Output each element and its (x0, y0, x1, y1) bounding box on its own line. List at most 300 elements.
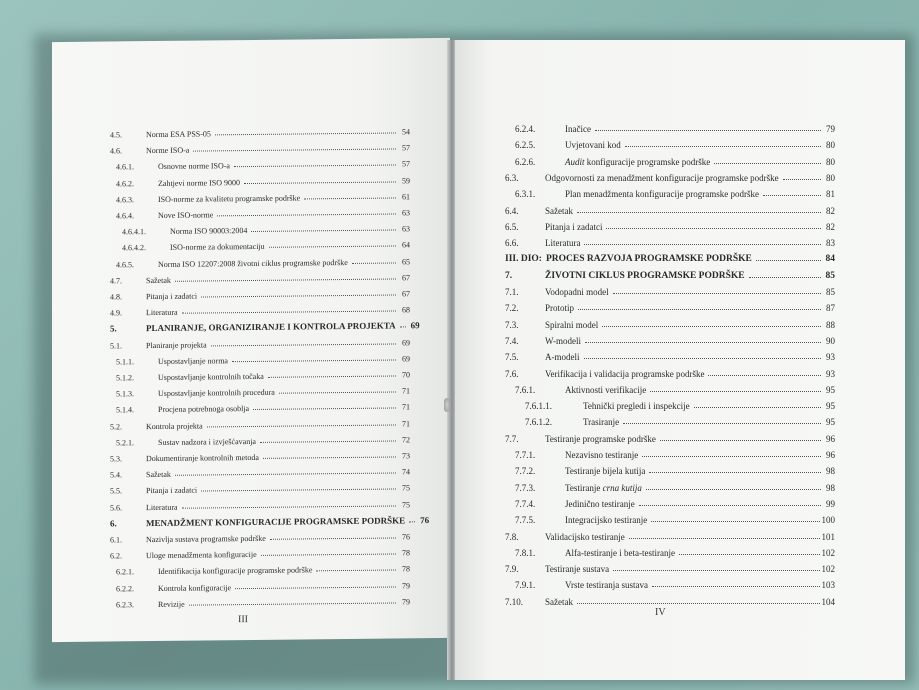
toc-entry (505, 299, 835, 313)
toc-entry-leader (269, 246, 396, 248)
toc-entry-title: Pitanja i zadatci (146, 485, 198, 496)
toc-entry-leader (182, 505, 396, 508)
left-toc (110, 122, 430, 610)
toc-entry (110, 252, 410, 269)
toc-entry-number: 6.2.4. (515, 124, 536, 134)
toc-entry-leader (304, 197, 396, 199)
toc-entry-page: 98 (826, 466, 835, 477)
toc-entry-title: Spiralni model (545, 319, 599, 330)
toc-entry-leader (400, 327, 406, 328)
toc-entry-title: Zahtjevi norme ISO 9000 (158, 177, 240, 188)
toc-entry-leader (649, 472, 821, 473)
toc-entry-number: 5.1.3. (116, 389, 134, 399)
toc-entry (110, 576, 410, 593)
toc-entry-title: Uspostavljanje kontrolnih procedura (158, 387, 275, 399)
toc-entry-title: Nazivlja sustava programske podrške (146, 533, 266, 545)
toc-entry-page: 84 (825, 254, 835, 265)
toc-entry-page: 96 (826, 450, 835, 460)
toc-entry-number: 6.3.1. (515, 189, 536, 200)
toc-entry-leader (244, 181, 396, 184)
toc-entry-page: 93 (826, 352, 835, 363)
toc-entry-title: Testiranje sustava (545, 564, 610, 575)
toc-entry-number: 5.2. (110, 421, 122, 432)
toc-entry-page: 63 (402, 224, 410, 234)
toc-entry (505, 560, 835, 574)
binding-hole (444, 398, 450, 412)
toc-entry-title: Vrste testiranja sustava (565, 580, 648, 591)
toc-entry-number: 7.7.2. (515, 466, 536, 477)
toc-entry-leader (577, 603, 820, 604)
toc-entry (110, 430, 410, 447)
toc-entry-leader (783, 179, 821, 180)
toc-entry-page: 57 (402, 159, 410, 169)
toc-entry-number: 5.5. (110, 486, 122, 496)
toc-entry-page: 73 (402, 451, 410, 461)
toc-entry-number: 6.2.1. (116, 567, 134, 577)
toc-entry-title: Literatura (146, 307, 178, 318)
toc-entry (110, 187, 410, 204)
toc-entry-number: 5.1.2. (116, 373, 134, 383)
toc-entry-page: 82 (826, 221, 835, 232)
toc-entry (110, 220, 410, 237)
toc-entry (110, 592, 410, 609)
toc-entry-page: 78 (402, 548, 410, 558)
toc-entry (505, 316, 835, 330)
toc-entry-number: 7.7.5. (515, 515, 536, 526)
toc-entry-page: 78 (402, 564, 410, 574)
toc-entry-page: 67 (402, 289, 410, 299)
toc-entry (505, 528, 835, 542)
toc-entry-title: Norma ISO 90003:2004 (170, 226, 248, 237)
toc-entry-leader (625, 146, 821, 147)
toc-entry (505, 479, 835, 493)
toc-entry-number: 6.2.3. (116, 600, 134, 610)
toc-entry-page: 81 (826, 189, 835, 200)
toc-entry-number: 6.3. (505, 172, 519, 183)
toc-entry-page: 71 (402, 418, 410, 429)
toc-entry (110, 284, 410, 301)
toc-entry-page: 64 (402, 240, 410, 250)
toc-entry (505, 185, 835, 199)
toc-entry-leader (189, 602, 396, 605)
toc-entry-title: W-modeli (545, 335, 581, 346)
toc-entry-leader (660, 440, 821, 441)
toc-entry-title: Sustav nadzora i izvješćavanja (158, 436, 256, 447)
toc-entry-number: 7.6.1. (515, 384, 536, 395)
toc-entry-page: 80 (826, 140, 835, 151)
toc-entry-page: 85 (825, 270, 835, 281)
toc-entry-title: Revizije (158, 599, 185, 609)
toc-entry-leader (175, 278, 396, 281)
toc-entry-title: Sažetak (146, 275, 171, 285)
toc-entry-leader (211, 343, 396, 346)
toc-entry-leader (217, 213, 396, 216)
toc-entry-title: Norma ESA PSS-05 (146, 129, 211, 140)
toc-entry (110, 414, 410, 431)
toc-entry (505, 430, 835, 444)
toc-entry-title: ISO-norme za dokumentaciju (170, 242, 265, 253)
toc-entry-title: Sažetak (545, 205, 573, 216)
toc-entry (505, 267, 835, 281)
toc-entry-page: 76 (402, 532, 410, 542)
toc-entry-number: 4.6.4.2. (122, 243, 146, 253)
toc-entry-page: 100 (821, 515, 835, 526)
toc-entry-number: 6.4. (505, 205, 519, 216)
toc-entry-leader (261, 554, 396, 556)
toc-entry-title: Integracijsko testiranje (565, 515, 648, 526)
toc-entry-leader (235, 586, 396, 589)
toc-entry-title: A-modeli (545, 352, 580, 363)
toc-entry-page: 80 (826, 172, 835, 183)
toc-entry-leader (606, 228, 821, 229)
toc-entry-number: 5.3. (110, 454, 122, 464)
toc-entry-title: Inačice (565, 124, 591, 134)
toc-entry (110, 171, 410, 188)
toc-entry (505, 136, 835, 150)
toc-entry (110, 495, 410, 512)
toc-entry-number: 7.8. (505, 531, 519, 542)
toc-entry-page: 71 (402, 386, 410, 396)
toc-entry-page: 54 (402, 127, 410, 137)
toc-entry-leader (642, 456, 821, 457)
toc-entry (505, 397, 835, 411)
left-page (52, 38, 450, 642)
toc-entry-leader (646, 489, 821, 490)
toc-entry-number: 4.6.2. (116, 178, 134, 189)
toc-entry-number: 4.6.4.1. (122, 227, 146, 237)
toc-entry-leader (268, 375, 396, 377)
toc-entry-leader (694, 407, 821, 408)
toc-entry-leader (175, 473, 396, 476)
toc-entry (110, 333, 410, 350)
toc-entry-title: Tehnički pregledi i inspekcije (583, 401, 690, 412)
toc-entry (110, 236, 410, 253)
toc-entry-title: Alfa-testiranje i beta-testiranje (565, 547, 675, 558)
toc-entry-leader (584, 358, 822, 359)
toc-entry (505, 413, 835, 427)
toc-entry-leader (623, 423, 821, 424)
toc-entry-title: Vodopadni model (545, 287, 609, 297)
toc-entry (110, 139, 410, 156)
toc-entry-leader (651, 521, 819, 522)
toc-entry-number: 7.6. (505, 368, 519, 379)
toc-entry-title: Procjena potrebnoga osoblja (158, 404, 250, 415)
toc-entry-page: 101 (821, 531, 835, 542)
toc-entry-number: 7.1. (505, 287, 519, 297)
toc-entry-title: Uspostavljanje kontrolnih točaka (158, 371, 264, 382)
toc-entry-title: Pitanja i zadatci (545, 221, 603, 232)
toc-entry-page: 69 (402, 337, 410, 348)
toc-entry-leader (652, 586, 820, 587)
toc-entry (110, 511, 430, 529)
toc-entry-number: 7.7.4. (515, 498, 536, 509)
toc-entry-title: Prototip (545, 303, 575, 314)
toc-entry-number: 7.4. (505, 335, 519, 346)
toc-entry-page: 70 (402, 370, 410, 380)
toc-entry-number: 7.5. (505, 352, 519, 363)
toc-entry (110, 365, 410, 382)
toc-entry-number: 7.8.1. (515, 547, 536, 558)
toc-entry-page: 69 (410, 320, 420, 331)
toc-entry-leader (679, 554, 820, 555)
toc-entry-title: Verifikacija i validacija programske podrške (545, 368, 705, 379)
toc-entry-title: Osnovne norme ISO-a (158, 161, 230, 172)
toc-entry-title: Dokumentiranje kontrolnih metoda (146, 452, 259, 464)
toc-entry (110, 203, 410, 220)
toc-entry-page: 85 (826, 287, 835, 297)
toc-entry (110, 382, 410, 399)
toc-entry-number: 6.5. (505, 221, 519, 232)
toc-entry-page: 79 (826, 124, 835, 134)
toc-entry-leader (215, 132, 396, 135)
toc-entry-page: 99 (826, 498, 835, 509)
toc-entry-number: 6.2.6. (515, 156, 536, 167)
toc-entry-title: Uloge menadžmenta konfiguracije (146, 550, 257, 561)
toc-entry-title: Sažetak (545, 596, 573, 607)
toc-entry-page: 103 (821, 580, 835, 591)
toc-entry-leader (602, 326, 821, 327)
toc-entry (505, 365, 835, 379)
right-folio: IV (655, 607, 666, 618)
toc-entry-leader (613, 293, 821, 294)
toc-entry-number: 7.9.1. (515, 580, 536, 591)
toc-entry-title: Norme ISO-a (146, 145, 190, 156)
toc-entry-number: III. DIO: (505, 254, 542, 265)
toc-entry-title: Pitanja i zadatci (146, 291, 198, 302)
toc-entry-number: 4.6.1. (116, 162, 134, 172)
toc-entry-number: 7.7. (505, 433, 519, 444)
toc-entry-title: PROCES RAZVOJA PROGRAMSKE PODRŠKE (545, 254, 752, 265)
toc-entry-leader (708, 375, 821, 376)
toc-entry-page: 67 (402, 273, 410, 283)
toc-entry-title: Testiranje programske podrške (545, 433, 656, 444)
toc-entry-title: Validacijsko testiranje (545, 531, 625, 542)
toc-entry-title: Aktivnosti verifikacije (565, 384, 647, 395)
toc-entry-title: Uvjetovani kod (565, 140, 621, 151)
toc-entry-number: 7.3. (505, 319, 519, 330)
toc-entry-number: 4.5. (110, 130, 122, 140)
toc-entry-leader (232, 359, 396, 362)
toc-entry-number: 4.8. (110, 292, 122, 302)
toc-entry-number: 6.2.5. (515, 140, 536, 151)
toc-entry-number: 5.1. (110, 340, 122, 351)
toc-entry-number: 7.6.1.2. (525, 417, 552, 428)
toc-entry (505, 593, 835, 607)
toc-entry-page: 71 (402, 402, 410, 412)
toc-entry-title: Testiranje crna kutija (565, 482, 642, 493)
toc-entry (505, 250, 835, 264)
toc-entry-number: 5.2.1. (116, 438, 134, 448)
toc-entry-page: 80 (826, 156, 835, 167)
toc-entry-page: 96 (826, 433, 835, 444)
toc-entry-page: 95 (826, 384, 835, 395)
toc-entry-title: Literatura (146, 502, 178, 512)
toc-entry-page: 82 (826, 205, 835, 216)
toc-entry (505, 544, 835, 558)
toc-entry-number: 4.7. (110, 276, 122, 286)
toc-entry-number: 5.4. (110, 470, 122, 480)
toc-entry-leader (352, 262, 396, 263)
toc-entry (110, 268, 410, 285)
toc-entry-page: 68 (402, 305, 410, 315)
toc-entry-leader (763, 195, 821, 196)
toc-entry-number: 7. (505, 270, 513, 281)
toc-entry-leader (316, 570, 396, 572)
toc-entry (110, 317, 420, 334)
toc-entry-number: 6. (110, 518, 117, 529)
toc-entry-number: 4.6. (110, 146, 122, 156)
toc-entry-title: Planiranje projekta (146, 340, 207, 350)
toc-entry-title: MENADŽMENT KONFIGURACIJE PROGRAMSKE PODRŠKE (146, 515, 406, 528)
toc-entry-leader (595, 130, 821, 131)
toc-entry-page: 102 (821, 564, 835, 575)
toc-entry-page: 79 (402, 580, 410, 591)
toc-entry-page: 59 (402, 175, 410, 186)
toc-entry (505, 495, 835, 509)
toc-entry-title: Nove ISO-norme (158, 210, 214, 220)
toc-entry-number: 6.1. (110, 535, 122, 545)
toc-entry-title: Plan menadžmenta konfiguracije programske podrške (565, 189, 759, 200)
toc-entry-leader (270, 537, 396, 539)
toc-entry-number: 6.2. (110, 551, 122, 561)
toc-entry-title: Kontrola projekta (146, 421, 203, 431)
toc-entry-number: 7.7.3. (515, 482, 536, 493)
toc-entry-page: 88 (826, 319, 835, 330)
toc-entry-leader (629, 538, 820, 539)
toc-entry-leader (193, 149, 396, 152)
toc-entry-title: Kontrola konfiguracije (158, 582, 232, 593)
toc-entry (110, 301, 410, 318)
toc-entry-page: 79 (402, 597, 410, 607)
toc-entry-title: Literatura (545, 238, 581, 249)
toc-entry-leader (756, 260, 821, 261)
toc-entry-number: 4.6.3. (116, 195, 134, 205)
toc-entry (505, 462, 835, 476)
toc-entry-page: 87 (826, 303, 835, 314)
toc-entry-page: 63 (402, 208, 410, 218)
toc-entry (505, 381, 835, 395)
toc-entry-leader (201, 489, 396, 492)
toc-entry-page: 104 (821, 596, 835, 607)
toc-entry-leader (577, 212, 821, 213)
toc-entry-title: Identifikacija konfiguracije programske podrške (158, 565, 313, 577)
toc-entry-leader (279, 392, 396, 394)
toc-entry-title: Norma ISO 12207:2008 životni ciklus programske podrške (158, 257, 348, 269)
toc-entry-number: 7.9. (505, 564, 519, 575)
toc-entry-page: 95 (826, 401, 835, 412)
toc-entry-title: Audit konfiguracije programske podrške (565, 156, 711, 167)
toc-entry-page: 74 (402, 467, 410, 477)
toc-entry-number: 6.2.2. (116, 583, 134, 594)
toc-entry (110, 349, 410, 366)
toc-entry (505, 348, 835, 362)
toc-entry-page: 65 (402, 256, 410, 267)
toc-entry-number: 7.10. (505, 596, 523, 607)
toc-entry-page: 69 (402, 354, 410, 364)
toc-entry-number: 5. (110, 323, 117, 334)
toc-entry-leader (714, 163, 821, 164)
toc-entry-leader (201, 294, 396, 297)
toc-entry (505, 169, 835, 183)
toc-entry-leader (234, 165, 396, 168)
toc-entry-leader (260, 440, 396, 442)
toc-entry-page: 72 (402, 435, 410, 445)
right-page (455, 40, 905, 680)
toc-entry-page: 90 (826, 335, 835, 346)
toc-entry (505, 332, 835, 346)
toc-entry-page: 98 (826, 482, 835, 493)
toc-entry-number: 5.6. (110, 502, 122, 513)
toc-entry-title: ŽIVOTNI CIKLUS PROGRAMSKE PODRŠKE (545, 270, 745, 281)
toc-entry-page: 102 (821, 547, 835, 558)
toc-entry-page: 75 (402, 499, 410, 510)
toc-entry-title: ISO-norme za kvalitetu programske podrške (158, 193, 301, 204)
toc-entry (110, 479, 410, 496)
toc-entry (110, 155, 410, 172)
toc-entry (505, 511, 835, 525)
toc-entry-leader (409, 521, 415, 522)
toc-entry (110, 398, 410, 415)
toc-entry-leader (639, 505, 821, 506)
toc-entry-number: 6.6. (505, 238, 519, 249)
toc-entry (505, 153, 835, 167)
toc-entry-page: 83 (826, 238, 835, 249)
toc-entry-title: Sažetak (146, 470, 171, 480)
toc-entry-page: 75 (402, 483, 410, 493)
toc-entry-leader (749, 277, 821, 278)
toc-entry-title: Testiranje bijela kutija (565, 466, 646, 477)
toc-entry-page: 61 (402, 192, 410, 202)
toc-entry (110, 544, 410, 561)
toc-entry (505, 283, 835, 297)
toc-entry-title: Nezavisno testiranje (565, 450, 639, 460)
toc-entry-title: Odgovornosti za menadžment konfiguracije programske podrške (545, 172, 779, 183)
toc-entry (505, 120, 835, 134)
toc-entry (505, 218, 835, 232)
toc-entry (505, 202, 835, 216)
toc-entry-leader (182, 311, 396, 314)
toc-entry-number: 4.9. (110, 308, 122, 318)
toc-entry-leader (584, 244, 821, 245)
toc-entry (110, 527, 410, 544)
toc-entry (110, 446, 410, 463)
left-folio: III (238, 614, 248, 626)
toc-entry-number: 7.7.1. (515, 450, 536, 460)
toc-entry-leader (253, 408, 396, 410)
toc-entry-leader (578, 309, 821, 310)
toc-entry-leader (207, 424, 396, 427)
toc-entry (110, 560, 410, 577)
toc-entry-number: 7.2. (505, 303, 519, 314)
toc-entry-title: Uspostavljanje norma (158, 356, 228, 366)
toc-entry-title: Trasiranje (583, 417, 620, 428)
toc-entry-page: 95 (826, 417, 835, 428)
toc-entry (505, 576, 835, 590)
toc-entry-title: PLANIRANJE, ORGANIZIRANJE I KONTROLA PROJEKTA (146, 320, 396, 334)
toc-entry-page: 93 (826, 368, 835, 379)
toc-entry (505, 446, 835, 460)
toc-entry-title: Jedinično testiranje (565, 498, 635, 509)
toc-entry (505, 234, 835, 248)
toc-entry-leader (613, 570, 819, 571)
toc-entry-leader (650, 391, 821, 392)
toc-entry-page: 76 (420, 514, 430, 526)
toc-entry-leader (251, 230, 396, 233)
toc-entry-number: 4.6.5. (116, 259, 134, 270)
toc-entry-number: 4.6.4. (116, 211, 134, 221)
toc-entry (110, 463, 410, 480)
toc-entry-number: 5.1.4. (116, 405, 134, 415)
